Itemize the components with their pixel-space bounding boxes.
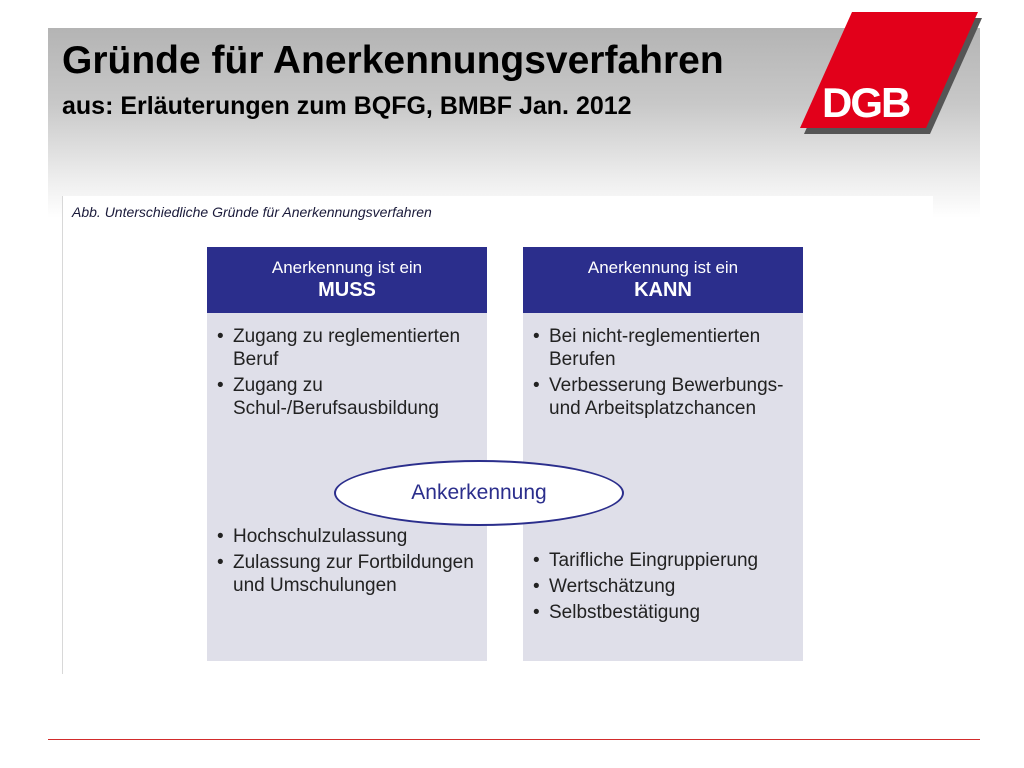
- slide-title: Gründe für Anerkennungsverfahren: [62, 39, 724, 82]
- panel-muss-header-line: Anerkennung ist ein: [271, 258, 423, 277]
- panel-kann-bottom-list: [533, 549, 797, 627]
- center-ellipse: Ankerkennung: [334, 460, 624, 526]
- list-item: • Zugang zu Schul-/Berufsausbildung: [217, 374, 481, 420]
- footer-divider: [48, 739, 980, 740]
- list-item: • Bei nicht-reglementierten Berufen: [533, 325, 797, 371]
- list-item: • Verbesserung Bewerbungs- und Arbeitsplatzchancen: [533, 374, 797, 420]
- panel-muss-bottom-list: [217, 525, 481, 600]
- figure-caption: Abb. Unterschiedliche Gründe für Anerkennungsverfahren: [72, 204, 432, 220]
- panel-kann-header-key: KANN: [634, 278, 692, 301]
- panel-kann: [523, 247, 803, 661]
- panel-kann-header: [523, 247, 803, 313]
- list-item: • Hochschulzulassung: [217, 525, 481, 548]
- panel-muss-top-list: [217, 325, 481, 423]
- panel-muss-header-key: MUSS: [318, 278, 376, 301]
- panel-kann-top-list: [533, 325, 797, 423]
- list-item: • Zulassung zur Fortbildungen und Umschulungen: [217, 551, 481, 597]
- panel-kann-header-line: Anerkennung ist ein: [587, 258, 739, 277]
- list-item: • Selbstbestätigung: [533, 601, 797, 624]
- panel-muss-header: [207, 247, 487, 313]
- panel-muss: [207, 247, 487, 661]
- list-item: • Tarifliche Eingruppierung: [533, 549, 797, 572]
- slide-subtitle: aus: Erläuterungen zum BQFG, BMBF Jan. 2012: [62, 92, 632, 120]
- list-item: • Zugang zu reglementierten Beruf: [217, 325, 481, 371]
- dgb-logo-text: DGB: [822, 79, 910, 126]
- list-item: • Wertschätzung: [533, 575, 797, 598]
